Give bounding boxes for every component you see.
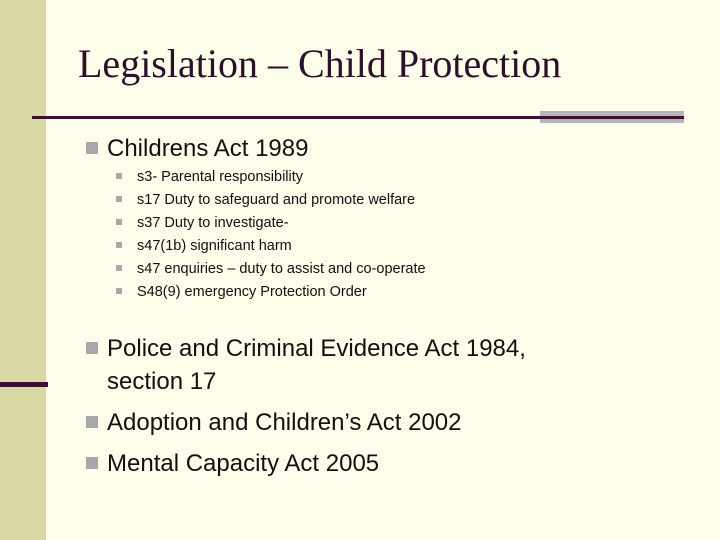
sub-bullet-text: s47 enquiries – duty to assist and co-operate: [137, 261, 426, 277]
bullet-text: Childrens Act 1989: [107, 135, 309, 162]
title-divider-accent: [540, 111, 684, 123]
square-bullet-icon: [116, 288, 122, 294]
sub-bullet-text: s3- Parental responsibility: [137, 169, 304, 185]
left-accent-bar: [0, 382, 48, 387]
left-decorative-band: [0, 0, 46, 540]
square-bullet-icon: [116, 196, 122, 202]
square-bullet-icon: [116, 242, 122, 248]
sub-bullet: [116, 189, 415, 212]
bullet-text: Mental Capacity Act 2005: [107, 450, 380, 477]
square-bullet-icon: [86, 416, 98, 428]
bullet-pace: [86, 332, 526, 398]
bullet-text-continuation: section 17: [107, 368, 217, 395]
sub-bullet-text: s17 Duty to safeguard and promote welfare: [137, 192, 416, 208]
sub-bullet-text: S48(9) emergency Protection Order: [137, 284, 367, 300]
bullet-adoption-act: [86, 406, 461, 439]
sub-bullet: [116, 166, 303, 189]
sub-bullet: [116, 235, 292, 258]
square-bullet-icon: [86, 342, 98, 354]
square-bullet-icon: [86, 142, 98, 154]
sub-bullet: [116, 281, 367, 304]
sub-bullet: [116, 212, 289, 235]
bullet-mental-capacity-act: [86, 447, 379, 480]
square-bullet-icon: [116, 265, 122, 271]
square-bullet-icon: [116, 219, 122, 225]
bullet-text: Adoption and Children’s Act 2002: [107, 409, 462, 436]
bullet-text: Police and Criminal Evidence Act 1984,: [107, 335, 526, 362]
slide-title: Legislation – Child Protection: [78, 41, 562, 86]
sub-bullet-text: s37 Duty to investigate-: [137, 215, 289, 231]
sub-bullet: [116, 258, 426, 281]
title-divider: [32, 116, 540, 119]
square-bullet-icon: [86, 457, 98, 469]
square-bullet-icon: [116, 173, 122, 179]
bullet-childrens-act: [86, 132, 308, 165]
sub-bullet-text: s47(1b) significant harm: [137, 238, 292, 254]
